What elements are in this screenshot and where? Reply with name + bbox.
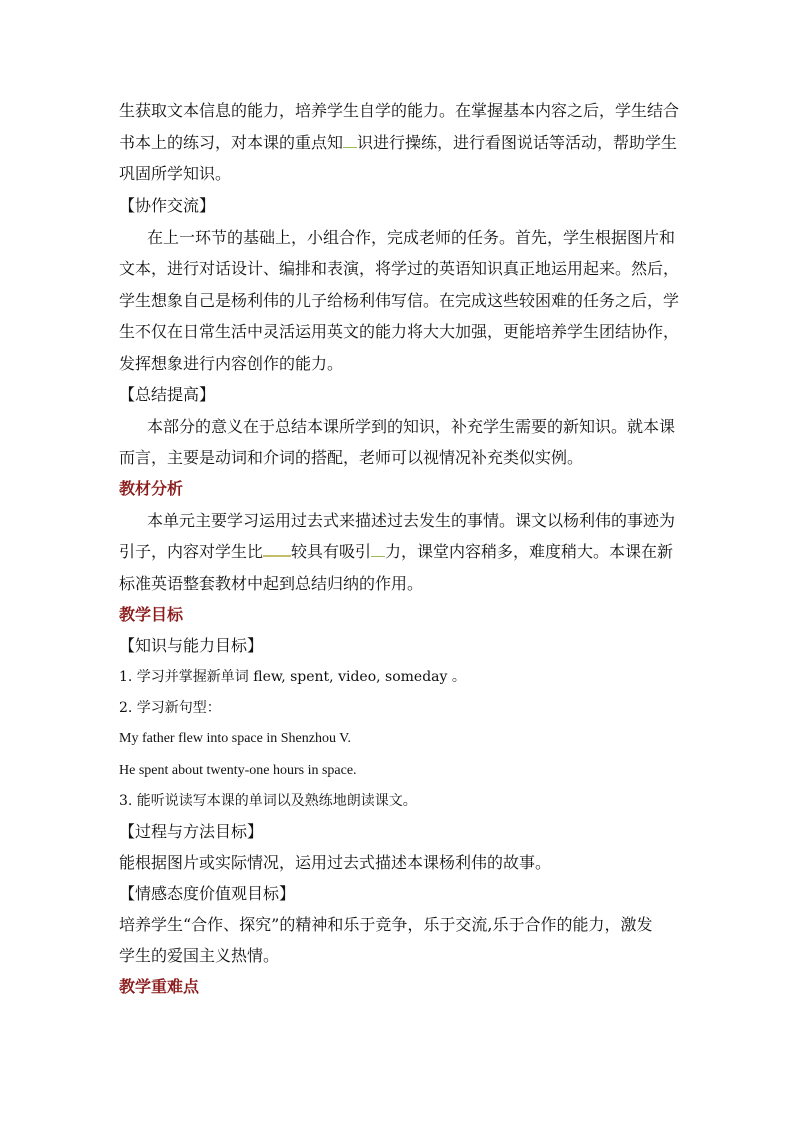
fill-blank bbox=[371, 544, 385, 557]
subheading-emotion: 【情感态度价值观目标】 bbox=[119, 884, 296, 903]
paragraph-line bbox=[119, 133, 677, 153]
text-fragment: 书本上的练习，对本课的重点知 bbox=[119, 133, 344, 152]
paragraph-line: 生不仅在日常生活中灵活运用英文的能力将大大加强，更能培养学生团结协作， bbox=[119, 322, 680, 341]
paragraph-line: 本部分的意义在于总结本课所学到的知识，补充学生需要的新知识。就本课 bbox=[147, 417, 676, 436]
paragraph-line: 而言，主要是动词和介词的搭配，老师可以视情况补充类似实例。 bbox=[119, 448, 584, 467]
fill-blank bbox=[263, 543, 291, 557]
paragraph-line: 能根据图片或实际情况，运用过去式描述本课杨利伟的故事。 bbox=[119, 853, 552, 872]
section-heading-key-points: 教学重难点 bbox=[119, 977, 200, 996]
text-fragment: 识进行操练，进行看图说话等活动，帮助学生 bbox=[357, 133, 678, 152]
paragraph-line: 巩固所学知识。 bbox=[119, 164, 232, 183]
paragraph-line: 文本，进行对话设计、编排和表演，将学过的英语知识真正地运用起来。然后， bbox=[119, 259, 680, 278]
text-fragment: 力，课堂内容稍多，难度稍大。本课在新 bbox=[385, 542, 674, 561]
list-item: 3. 能听说读写本课的单词以及熟练地朗读课文。 bbox=[119, 793, 417, 809]
fill-blank bbox=[343, 135, 357, 148]
paragraph-line: 培养学生“合作、探究”的精神和乐于竞争，乐于交流,乐于合作的能力，激发 bbox=[119, 915, 653, 934]
section-heading-cooperate: 【协作交流】 bbox=[119, 196, 216, 215]
example-sentence: He spent about twenty-one hours in space. bbox=[119, 763, 357, 778]
paragraph-line: 本单元主要学习运用过去式来描述过去发生的事情。课文以杨利伟的事迹为 bbox=[147, 511, 676, 530]
text-fragment: 较具有吸引 bbox=[291, 542, 372, 561]
paragraph-line: 学生的爱国主义热情。 bbox=[119, 946, 280, 965]
section-heading-analysis: 教材分析 bbox=[119, 479, 184, 498]
paragraph-line bbox=[119, 542, 673, 562]
paragraph-line: 生获取文本信息的能力，培养学生自学的能力。在掌握基本内容之后，学生结合 bbox=[119, 101, 680, 120]
list-item: 1. 学习并掌握新单词 flew, spent, video, someday 。 bbox=[119, 669, 466, 685]
paragraph-line: 学生想象自己是杨利伟的儿子给杨利伟写信。在完成这些较困难的任务之后，学 bbox=[119, 291, 680, 310]
section-heading-summary: 【总结提高】 bbox=[119, 385, 216, 404]
example-sentence: My father flew into space in Shenzhou V. bbox=[119, 731, 351, 746]
paragraph-line: 在上一环节的基础上，小组合作，完成老师的任务。首先，学生根据图片和 bbox=[147, 228, 676, 247]
text-fragment: 引子，内容对学生比 bbox=[119, 542, 264, 561]
paragraph-line: 标准英语整套教材中起到总结归纳的作用。 bbox=[119, 574, 424, 593]
subheading-knowledge: 【知识与能力目标】 bbox=[119, 636, 264, 655]
list-item: 2. 学习新句型： bbox=[119, 700, 221, 716]
paragraph-line: 发挥想象进行内容创作的能力。 bbox=[119, 354, 344, 373]
subheading-process: 【过程与方法目标】 bbox=[119, 822, 264, 841]
section-heading-goals: 教学目标 bbox=[119, 605, 184, 624]
